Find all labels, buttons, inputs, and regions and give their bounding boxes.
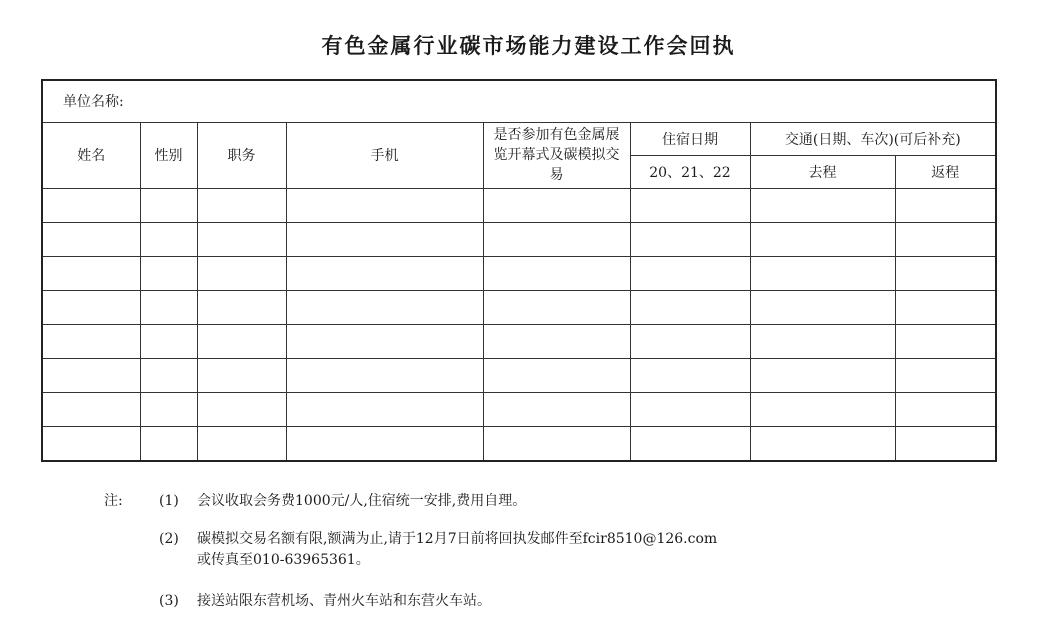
cell-position[interactable] [197,188,286,222]
cell-position[interactable] [197,256,286,290]
header-departure: 去程 [750,155,895,188]
cell-lodging[interactable] [630,359,750,393]
cell-exhibition[interactable] [483,359,630,393]
note-number: (1) [159,493,179,509]
cell-mobile[interactable] [286,359,483,393]
header-position: 职务 [197,122,286,188]
table-row [42,359,996,393]
cell-return[interactable] [895,188,996,222]
cell-name[interactable] [42,256,140,290]
cell-lodging[interactable] [630,222,750,256]
cell-exhibition[interactable] [483,427,630,461]
note-number: (2) [159,531,179,547]
cell-return[interactable] [895,393,996,427]
cell-mobile[interactable] [286,222,483,256]
cell-mobile[interactable] [286,427,483,461]
table-row [42,393,996,427]
cell-return[interactable] [895,325,996,359]
cell-departure[interactable] [750,427,895,461]
unit-name-label: 单位名称: [63,94,124,111]
cell-exhibition[interactable] [483,256,630,290]
cell-position[interactable] [197,291,286,325]
cell-exhibition[interactable] [483,291,630,325]
table-row [42,325,996,359]
cell-name[interactable] [42,222,140,256]
unit-name-cell[interactable] [42,80,996,122]
header-transport: 交通(日期、车次)(可后补充) [750,122,996,155]
header-gender: 性别 [140,122,197,188]
cell-name[interactable] [42,188,140,222]
cell-gender[interactable] [140,427,197,461]
header-lodging: 住宿日期 [630,122,750,155]
cell-gender[interactable] [140,222,197,256]
cell-gender[interactable] [140,291,197,325]
header-exhibition: 是否参加有色金属展览开幕式及碳模拟交易 [483,122,630,188]
cell-mobile[interactable] [286,325,483,359]
table-row [42,188,996,222]
cell-lodging[interactable] [630,291,750,325]
cell-return[interactable] [895,427,996,461]
cell-exhibition[interactable] [483,325,630,359]
note-1 [159,490,526,510]
header-mobile: 手机 [286,122,483,188]
form-title: 有色金属行业碳市场能力建设工作会回执 [321,34,736,58]
cell-position[interactable] [197,222,286,256]
cell-position[interactable] [197,359,286,393]
cell-mobile[interactable] [286,393,483,427]
cell-exhibition[interactable] [483,393,630,427]
cell-position[interactable] [197,427,286,461]
cell-position[interactable] [197,325,286,359]
note-text: 会议收取会务费1000元/人,住宿统一安排,费用自理。 [197,493,527,509]
header-lodging-dates: 20、21、22 [630,155,750,188]
note-3 [159,590,491,610]
cell-mobile[interactable] [286,256,483,290]
notes-label: 注: [104,493,123,509]
registration-table [41,79,997,462]
cell-name[interactable] [42,427,140,461]
table-row [42,256,996,290]
cell-return[interactable] [895,359,996,393]
note-number: (3) [159,593,179,609]
cell-mobile[interactable] [286,291,483,325]
cell-gender[interactable] [140,393,197,427]
cell-return[interactable] [895,222,996,256]
cell-return[interactable] [895,291,996,325]
cell-lodging[interactable] [630,188,750,222]
header-name: 姓名 [42,122,140,188]
cell-lodging[interactable] [630,256,750,290]
cell-lodging[interactable] [630,427,750,461]
cell-departure[interactable] [750,222,895,256]
cell-departure[interactable] [750,393,895,427]
cell-departure[interactable] [750,325,895,359]
table-row [42,291,996,325]
cell-departure[interactable] [750,291,895,325]
cell-return[interactable] [895,256,996,290]
cell-mobile[interactable] [286,188,483,222]
cell-exhibition[interactable] [483,188,630,222]
note-text: 碳模拟交易名额有限,额满为止,请于12月7日前将回执发邮件至fcir8510@126.com [197,531,718,547]
cell-position[interactable] [197,393,286,427]
table-row [42,427,996,461]
cell-gender[interactable] [140,325,197,359]
note-2-continuation: 或传真至010-63965361。 [197,552,370,568]
cell-name[interactable] [42,325,140,359]
cell-departure[interactable] [750,359,895,393]
cell-lodging[interactable] [630,325,750,359]
cell-gender[interactable] [140,256,197,290]
cell-departure[interactable] [750,188,895,222]
cell-gender[interactable] [140,188,197,222]
table-row [42,222,996,256]
cell-lodging[interactable] [630,393,750,427]
cell-name[interactable] [42,359,140,393]
cell-exhibition[interactable] [483,222,630,256]
cell-name[interactable] [42,291,140,325]
cell-gender[interactable] [140,359,197,393]
note-text: 接送站限东营机场、青州火车站和东营火车站。 [197,593,491,609]
cell-name[interactable] [42,393,140,427]
note-2 [159,528,717,548]
cell-departure[interactable] [750,256,895,290]
header-return: 返程 [895,155,996,188]
